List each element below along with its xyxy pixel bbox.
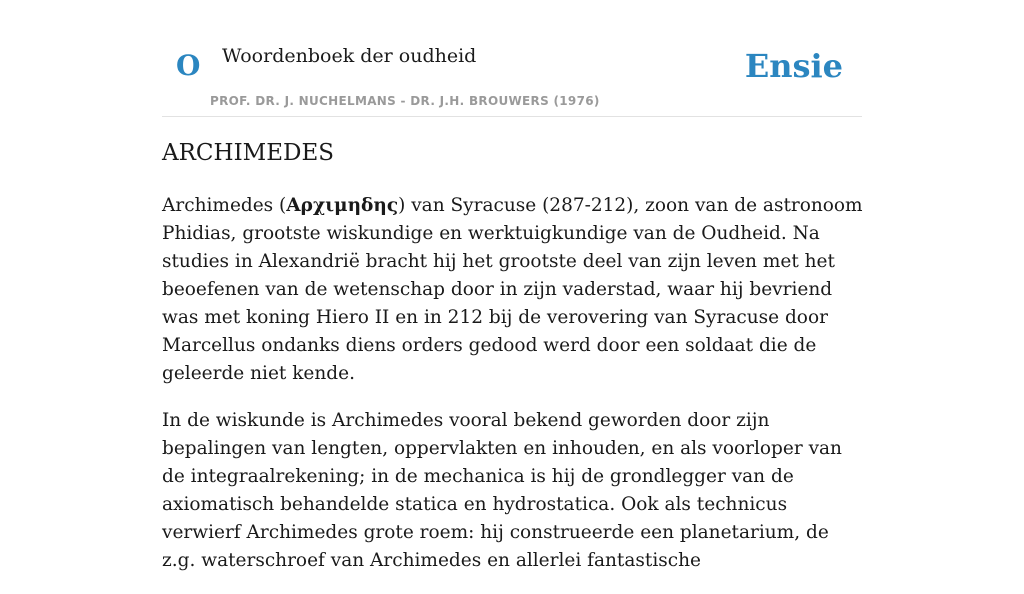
ensie-logo[interactable]: Ensie bbox=[744, 47, 843, 85]
entry-title: ARCHIMEDES bbox=[162, 140, 334, 166]
book-authors: PROF. DR. J. NUCHELMANS - DR. J.H. BROUWERS (1976) bbox=[210, 94, 600, 108]
paragraph-text: ) van Syracuse (287-212), zoon van de astronoom Phidias, grootste wiskundige en werktuigkundige van de Oudheid. Na studies in Alexandrië bracht hij het grootste deel van zijn leven met het beoefenen van de wetenschap door in zijn vaderstad, waar hij bevriend was met koning Hiero II en in 212 bij de verovering van Syracuse door Marcellus ondanks diens orders gedood werd door een soldaat die de geleerde niet kende. bbox=[162, 195, 863, 384]
letter-index[interactable]: O bbox=[176, 49, 201, 82]
paragraph-text: Archimedes ( bbox=[162, 195, 287, 216]
book-title[interactable]: Woordenboek der oudheid bbox=[222, 45, 477, 67]
greek-name: Αρχιμηδης bbox=[286, 195, 399, 216]
entry-body bbox=[162, 192, 867, 594]
paragraph: In de wiskunde is Archimedes vooral bekend geworden door zijn bepalingen van lengten, oppervlakten en inhouden, en als voorloper van de integraalrekening; in de mechanica is hij de grondlegger van de axiomatisch behandelde statica en hydrostatica. Ook als technicus verwierf Archimedes grote roem: hij construeerde een planetarium, de z.g. waterschroef van Archimedes en allerlei fantastische bbox=[162, 410, 842, 571]
paragraph bbox=[162, 192, 867, 388]
header bbox=[162, 0, 862, 117]
